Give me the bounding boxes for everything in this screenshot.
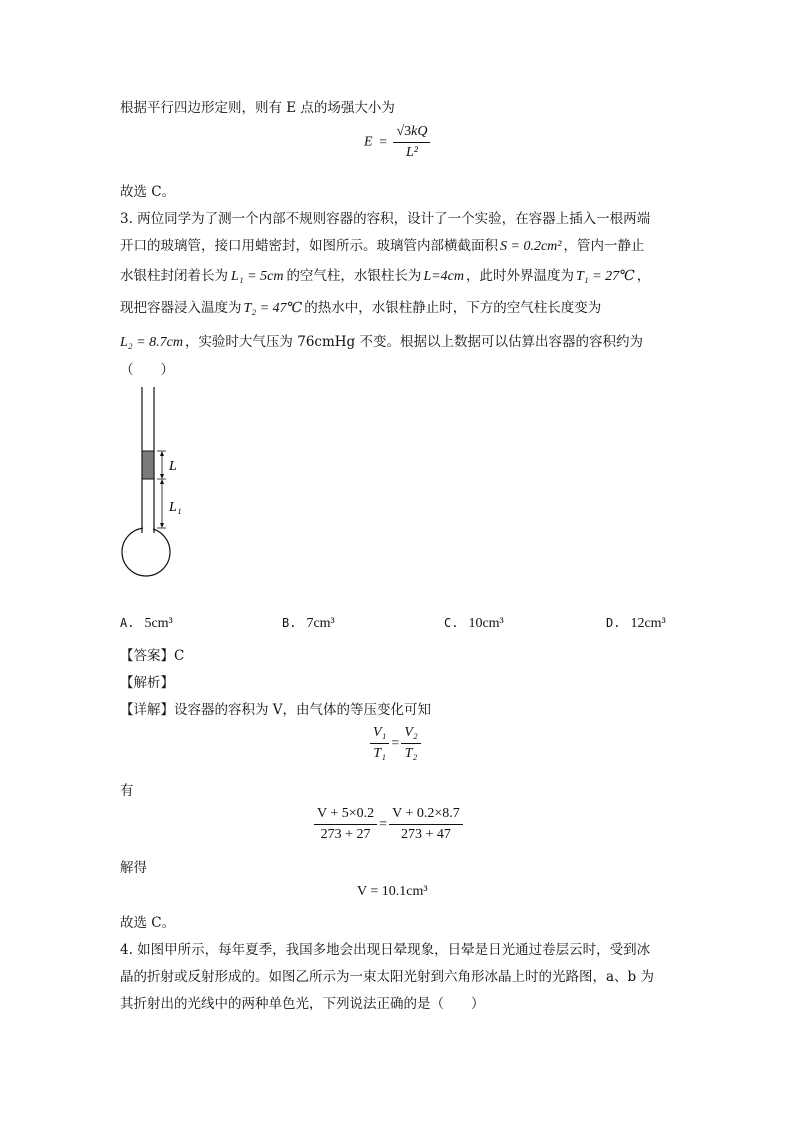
formula-den: L²	[393, 142, 430, 161]
choice-a[interactable]	[120, 616, 173, 632]
answer: 【答案】C	[120, 648, 185, 664]
q3-L2: L₂ = 8.7cm	[120, 335, 183, 350]
intro-text: 根据平行四边形定则，则有 E 点的场强大小为	[120, 100, 395, 116]
q3-area: S = 0.2cm²	[500, 239, 562, 254]
q3-T2: T₂ = 47℃	[243, 301, 303, 316]
q3-line3	[120, 264, 650, 285]
q4-line1: 4. 如图甲所示，每年夏季，我国多地会出现日晕现象，日晕是日光通过卷层云时，受到冰	[120, 942, 651, 958]
choice-c-letter: C.	[444, 616, 459, 630]
eq2-d1: 273 + 27	[314, 824, 377, 843]
eq1-d2: T₂	[401, 743, 420, 762]
q3-line3-a: 水银柱封闭着长为	[120, 268, 228, 284]
q3-line5-b: ，实验时大气压为 76cmHg 不变。根据以上数据可以估算出容器的容积约为	[184, 334, 643, 350]
q3-paren: （ ）	[120, 362, 174, 378]
eq1-n2: V₂	[404, 725, 418, 740]
equation-substituted	[314, 806, 463, 843]
q3-line4-c: 的热水中，水银柱静止时，下方的空气柱长度变为	[304, 300, 602, 316]
choice-a-value: 5cm³	[144, 616, 173, 631]
q3-line3-c: 的空气柱，水银柱长为	[286, 268, 422, 284]
you-text: 有	[120, 783, 134, 799]
choice-b-letter: B.	[282, 616, 297, 630]
choice-d[interactable]	[606, 616, 666, 632]
intro-conclusion: 故选 C。	[120, 184, 176, 200]
q3-line3-e: ，此时外界温度为	[466, 268, 574, 284]
eq2-n2: V + 0.2×8.7	[392, 806, 460, 821]
jiede-text: 解得	[120, 860, 147, 876]
q4-line2: 晶的折射或反射形成的。如图乙所示为一束太阳光射到六角形冰晶上时的光路图，a、b 为	[120, 969, 654, 985]
q3-line2	[120, 234, 644, 255]
q3-line1: 3. 两位同学为了测一个内部不规则容器的容积，设计了一个实验，在容器上插入一根两端	[120, 211, 651, 227]
detail-text: 【详解】设容器的容积为 V，由气体的等压变化可知	[120, 702, 432, 718]
q4-line3: 其折射出的光线中的两种单色光，下列说法正确的是（ ）	[120, 996, 485, 1012]
q3-line3-g: ，	[636, 268, 651, 284]
formula-fraction	[393, 124, 430, 161]
label-L: L	[169, 459, 177, 474]
q3-line4-a: 现把容器浸入温度为	[120, 300, 242, 316]
q3-L1: L₁ = 5cm	[231, 269, 284, 284]
eq2-eq: =	[379, 816, 388, 832]
eq2-d2: 273 + 47	[389, 824, 463, 843]
choice-b-value: 7cm³	[306, 616, 335, 631]
q3-line2-c: ，管内一静止	[563, 238, 645, 254]
choice-c[interactable]	[444, 616, 504, 632]
tube-figure	[110, 385, 200, 580]
q3-line4	[120, 296, 601, 317]
q3-T1: T₁ = 27℃	[576, 269, 635, 284]
choice-a-letter: A.	[120, 616, 135, 630]
label-L1: L₁	[169, 500, 182, 515]
formula-eq: =	[379, 134, 387, 150]
formula-sqrt: √3	[396, 124, 412, 139]
formula-lhs: E	[364, 134, 373, 150]
equation-result: V = 10.1cm³	[357, 884, 428, 899]
q3-L: L=4cm	[423, 269, 464, 284]
equation-isobaric	[370, 725, 421, 762]
q3-line5	[120, 330, 643, 351]
q3-conclusion: 故选 C。	[120, 915, 176, 931]
eq1-eq: =	[391, 735, 400, 751]
q3-line2-a: 开口的玻璃管，接口用蜡密封，如图所示。玻璃管内部横截面积	[120, 238, 498, 254]
choice-b[interactable]	[282, 616, 335, 632]
eq1-d1: T₁	[370, 743, 389, 762]
formula-field-strength	[364, 124, 430, 161]
choice-d-value: 12cm³	[630, 616, 666, 631]
eq2-n1: V + 5×0.2	[317, 806, 375, 821]
choice-c-value: 10cm³	[468, 616, 504, 631]
mercury-column	[142, 451, 154, 479]
eq1-n1: V₁	[373, 725, 387, 740]
analysis-heading: 【解析】	[120, 675, 174, 691]
choice-d-letter: D.	[606, 616, 621, 630]
formula-num: kQ	[411, 124, 428, 139]
